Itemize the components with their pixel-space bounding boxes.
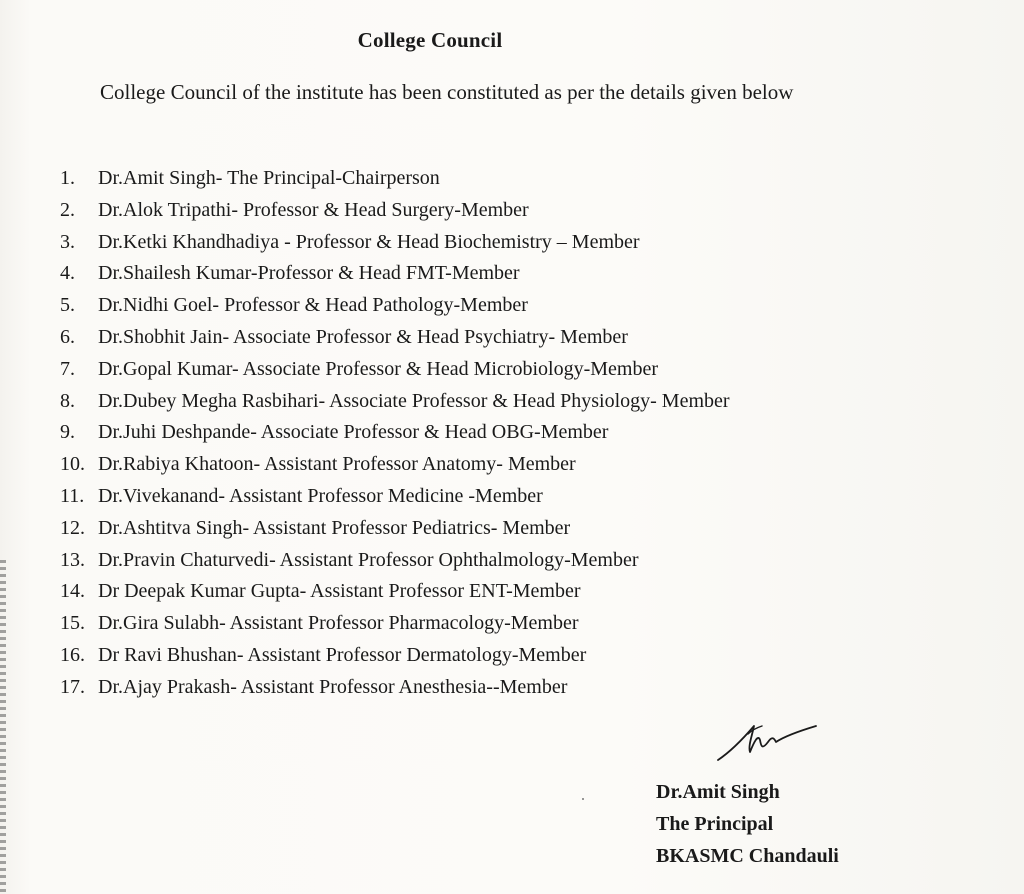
member-item bbox=[60, 258, 730, 290]
member-number: 15. bbox=[60, 612, 85, 635]
scan-speck bbox=[582, 798, 584, 800]
signatory-name: Dr.Amit Singh bbox=[656, 781, 780, 803]
member-item bbox=[60, 227, 730, 259]
member-text: Dr.Nidhi Goel- Professor & Head Pathology-Member bbox=[98, 294, 528, 317]
member-list bbox=[60, 163, 730, 704]
member-number: 6. bbox=[60, 325, 75, 348]
member-number: 10. bbox=[60, 453, 85, 476]
intro-paragraph: College Council of the institute has been constituted as per the details given below bbox=[100, 80, 794, 104]
member-item bbox=[60, 449, 730, 481]
member-item bbox=[60, 481, 730, 513]
member-text: Dr Ravi Bhushan- Assistant Professor Dermatology-Member bbox=[98, 643, 587, 666]
member-text: Dr.Ashtitva Singh- Assistant Professor Pediatrics- Member bbox=[98, 516, 571, 539]
member-text: Dr.Shailesh Kumar-Professor & Head FMT-Member bbox=[98, 262, 520, 285]
member-text: Dr.Ajay Prakash- Assistant Professor Anesthesia--Member bbox=[98, 675, 568, 698]
member-number: 11. bbox=[60, 484, 85, 507]
member-number: 16. bbox=[60, 643, 85, 666]
member-number: 14. bbox=[60, 580, 85, 603]
signatory-designation: The Principal bbox=[656, 813, 774, 835]
member-text: Dr.Dubey Megha Rasbihari- Associate Professor & Head Physiology- Member bbox=[98, 389, 730, 412]
signatory-institution: BKASMC Chandauli bbox=[656, 845, 839, 867]
member-text: Dr.Pravin Chaturvedi- Assistant Professor Ophthalmology-Member bbox=[98, 548, 639, 571]
member-item bbox=[60, 386, 730, 418]
member-item bbox=[60, 354, 730, 386]
member-number: 5. bbox=[60, 294, 75, 317]
member-item bbox=[60, 322, 730, 354]
member-number: 3. bbox=[60, 230, 75, 253]
member-number: 7. bbox=[60, 357, 75, 380]
document-title: College Council bbox=[357, 28, 503, 52]
member-number: 1. bbox=[60, 167, 75, 189]
member-item bbox=[60, 545, 730, 577]
member-number: 9. bbox=[60, 421, 75, 444]
member-text: Dr.Rabiya Khatoon- Assistant Professor Anatomy- Member bbox=[98, 453, 576, 476]
member-number: 13. bbox=[60, 548, 85, 571]
member-number: 2. bbox=[60, 198, 75, 221]
member-number: 4. bbox=[60, 262, 75, 285]
member-item bbox=[60, 672, 730, 704]
member-text: Dr.Vivekanand- Assistant Professor Medicine -Member bbox=[98, 484, 543, 507]
member-number: 17. bbox=[60, 675, 85, 698]
member-item bbox=[60, 290, 730, 322]
member-item bbox=[60, 576, 730, 608]
member-text: Dr.Gira Sulabh- Assistant Professor Pharmacology-Member bbox=[98, 612, 579, 635]
member-item bbox=[60, 195, 730, 227]
member-item bbox=[60, 513, 730, 545]
member-item bbox=[60, 608, 730, 640]
member-text: Dr.Shobhit Jain- Associate Professor & Head Psychiatry- Member bbox=[98, 325, 628, 348]
member-item bbox=[60, 163, 730, 195]
member-text: Dr.Ketki Khandhadiya - Professor & Head Biochemistry – Member bbox=[98, 230, 640, 253]
member-item bbox=[60, 417, 730, 449]
member-number: 8. bbox=[60, 389, 75, 412]
member-text: Dr.Amit Singh- The Principal-Chairperson bbox=[98, 167, 440, 189]
signatory-block bbox=[656, 776, 839, 872]
member-text: Dr Deepak Kumar Gupta- Assistant Professor ENT-Member bbox=[98, 580, 581, 603]
member-text: Dr.Juhi Deshpande- Associate Professor & Head OBG-Member bbox=[98, 421, 609, 444]
member-text: Dr.Gopal Kumar- Associate Professor & Head Microbiology-Member bbox=[98, 357, 659, 380]
member-item bbox=[60, 640, 730, 672]
scan-edge-artifact bbox=[0, 560, 6, 894]
handwritten-signature bbox=[712, 712, 822, 768]
member-number: 12. bbox=[60, 516, 85, 539]
member-text: Dr.Alok Tripathi- Professor & Head Surgery-Member bbox=[98, 198, 529, 221]
